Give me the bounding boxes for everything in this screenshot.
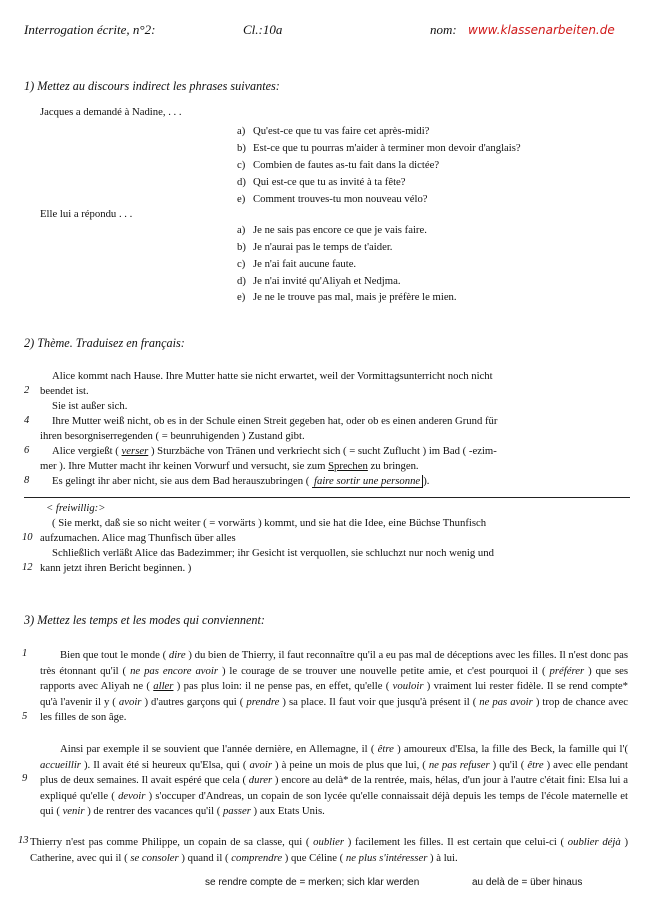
list-item (237, 125, 429, 137)
verb-hint: préférer (549, 664, 585, 677)
item-letter: a) (237, 125, 246, 137)
verb-hint: être (527, 758, 544, 771)
verb-hint: venir (62, 805, 85, 817)
text-fragment: ) quand il ( (178, 851, 232, 864)
footnote: se rendre compte de = merken; sich klar werden (205, 877, 420, 888)
list-item (237, 258, 356, 270)
item-letter: b) (237, 142, 246, 154)
text-fragment: ) que ses rapports avec Aliyah ne ( (40, 664, 629, 692)
page-title: Interrogation écrite, n°2: (24, 22, 156, 37)
text-fragment: zu bringen. (370, 460, 419, 472)
text-fragment: ) à lui. (427, 851, 458, 864)
text-line: Ihre Mutter weiß nicht, ob es in der Schule einen Streit gegeben hat, oder ob es einen anderen Grund für (52, 415, 498, 427)
list-item (237, 142, 521, 154)
text-fragment: Es gelingt ihr aber nicht, sie aus dem Bad herauszubringen ( (52, 475, 310, 487)
text-fragment: ) pas plus loin: il ne pense pas, en effet, qu'elle ( (173, 680, 393, 692)
line-number: 1 (22, 648, 28, 659)
item-letter: e) (237, 291, 246, 303)
text-fragment: ) s'occuper d'Andreas, un copain de son lycée qu'elle connaissait déjà depuis les temps de l'école maternelle et qui ( (40, 789, 628, 817)
verb-hint: se consoler (130, 851, 179, 864)
text-fragment: ) le courage de se trouver une nouvelle petite amie, et c'est pourquoi il ( (218, 664, 550, 677)
item-letter: e) (237, 193, 246, 205)
vocab-hint: verser (121, 445, 149, 457)
verb-hint: ne pas encore avoir (130, 664, 219, 677)
item-letter: c) (237, 258, 246, 270)
text-fragment: ) trop de chance avec les filles de son âge. (40, 695, 628, 723)
paragraph-text (40, 649, 628, 723)
text-line: Alice kommt nach Hause. Ihre Mutter hatte sie nicht erwartet, weil der Vormittagsunterricht noch nicht (52, 370, 493, 382)
section-3-title: 3) Mettez les temps et les modes qui conviennent: (24, 613, 265, 627)
line-number: 13 (18, 835, 29, 846)
list-item (237, 224, 427, 236)
text-line: ihren besorgniserregenden ( = beunruhigenden ) Zustand gibt. (40, 430, 305, 442)
text-fragment: Thierry n'est pas comme Philippe, un copain de sa classe, qui ( (30, 836, 314, 848)
list-item (237, 193, 428, 205)
list-item (237, 159, 439, 171)
verb-hint: avoir (118, 695, 142, 708)
item-text: Je n'ai fait aucune faute. (253, 258, 357, 270)
text-line (52, 445, 497, 457)
list-item (237, 176, 406, 188)
verb-hint: être (377, 743, 394, 755)
verb-hint: ne plus s'intéresser (345, 851, 428, 864)
verb-hint: comprendre (231, 851, 283, 864)
list-item (237, 275, 401, 287)
item-text: Combien de fautes as-tu fait dans la dictée? (253, 159, 440, 171)
line-number: 9 (22, 773, 28, 784)
item-letter: d) (237, 176, 246, 188)
text-line: aufzumachen. Alice mag Thunfisch über alles (40, 532, 236, 544)
verb-hint: prendre (246, 695, 280, 708)
verb-hint: avoir (249, 758, 273, 771)
verb-hint: durer (248, 774, 273, 786)
text-fragment: ) Catherine, avec qui il ( (30, 836, 629, 864)
verb-hint: vouloir (392, 680, 424, 692)
optional-label: < freiwillig:> (46, 502, 106, 514)
text-fragment: ) vraiment lui rester fidèle. Il se rend compte* qu'à l'avenir il y ( (40, 680, 629, 708)
item-letter: c) (237, 159, 246, 171)
verb-hint: ne pas avoir (479, 695, 533, 708)
item-text: Qui est-ce que tu as invité à ta fête? (253, 176, 406, 188)
line-number: 2 (24, 385, 30, 396)
text-line (52, 475, 429, 487)
text-line (40, 460, 419, 472)
text-fragment: ) d'autres garçons qui ( (141, 695, 247, 708)
verb-hint: dire (168, 649, 186, 661)
item-text: Je ne sais pas encore ce que je vais faire. (253, 224, 427, 236)
section-2-title: 2) Thème. Traduisez en français: (24, 336, 185, 350)
text-fragment: ). Il avait été si heureux qu'Elsa, qui ( (80, 758, 250, 771)
text-fragment: Ainsi par exemple il se souvient que l'année dernière, en Allemagne, il ( (60, 743, 378, 755)
text-fragment: ) aux Etats Unis. (250, 805, 325, 817)
text-line: Schließlich verläßt Alice das Badezimmer; ihr Gesicht ist verquollen, sie schluchzt nur noch wenig und (52, 547, 494, 559)
item-text: Qu'est-ce que tu vas faire cet après-midi? (253, 125, 430, 137)
name-label: nom: (430, 22, 457, 37)
verb-hint: aller (153, 680, 174, 692)
text-fragment: ) qu'il ( (489, 758, 528, 771)
vocab-hint: faire sortir une personne (312, 475, 423, 488)
text-fragment: ) avec elle pendant plus de deux semaines. Il avait espéré que cela ( (40, 758, 628, 786)
item-letter: a) (237, 224, 246, 236)
line-number: 12 (22, 562, 33, 573)
text-fragment: ) amoureux d'Elsa, la fille des Beck, la famille qui l'( (393, 743, 629, 755)
item-text: Je n'ai invité qu'Aliyah et Nedjma. (253, 275, 401, 287)
text-fragment: ) que Céline ( (282, 851, 346, 864)
text-line: kann jetzt ihren Bericht beginnen. ) (40, 562, 192, 574)
text-fragment: ) à peine un mois de plus que lui, ( (272, 758, 429, 771)
section-1-title: 1) Mettez au discours indirect les phrases suivantes: (24, 79, 280, 93)
line-number: 10 (22, 532, 33, 543)
item-letter: b) (237, 241, 246, 253)
class-label: Cl.:10a (243, 22, 283, 37)
section-1-intro-b: Elle lui a répondu . . . (40, 208, 133, 220)
verb-hint: accueillir (40, 758, 81, 771)
item-text: Je n'aurai pas le temps de t'aider. (253, 241, 393, 253)
line-number: 4 (24, 415, 30, 426)
verb-hint: devoir (118, 789, 146, 802)
brand-link[interactable]: www.klassenarbeiten.de (468, 23, 615, 37)
text-fragment: ) sa place. Il faut voir que jusqu'à présent il ( (279, 695, 480, 708)
text-fragment: Bien que tout le monde ( (60, 649, 169, 661)
verb-hint: passer (222, 805, 251, 817)
text-fragment: ) du bien de Thierry, il faut reconnaître qu'il a eu pas mal de déceptions avec les filles. Il n'est donc pas très étonnant qu'il ( (40, 649, 628, 677)
text-fragment: ) de rentrer des vacances qu'il ( (84, 805, 223, 817)
item-letter: d) (237, 275, 246, 287)
item-text: Je ne le trouve pas mal, mais je préfère le mien. (253, 291, 457, 303)
text-line: Sie ist außer sich. (52, 400, 128, 412)
paragraph-2 (40, 742, 628, 820)
underlined-word: Sprechen (328, 460, 368, 472)
line-number: 6 (24, 445, 30, 456)
text-line: beendet ist. (40, 385, 89, 397)
text-fragment: ) Sturzbäche von Tränen und verkriecht sich ( = sucht Zuflucht ) im Bad ( -ezim- (150, 445, 497, 457)
paragraph-3 (30, 835, 628, 866)
text-fragment: ) facilement les filles. Il est certain que celui-ci ( (344, 836, 568, 848)
divider (24, 497, 630, 498)
paragraph-text (40, 743, 628, 817)
paragraph-1 (40, 648, 628, 726)
verb-hint: oublier (313, 836, 345, 848)
text-line: ( Sie merkt, daß sie so nicht weiter ( = vorwärts ) kommt, und sie hat die Idee, eine Büchse Thunfisch (52, 517, 487, 529)
text-fragment: Alice vergießt ( (52, 445, 119, 457)
verb-hint: oublier déjà (567, 836, 621, 848)
verb-hint: ne pas refuser (428, 758, 490, 771)
section-1-intro-a: Jacques a demandé à Nadine, . . . (40, 106, 182, 118)
text-fragment: ) encore au delà* de la rentrée, mais, hélas, d'un jour à l'autre c'était fini: Elsa lui a expliqué qu'elle ( (40, 774, 628, 802)
list-item (237, 291, 457, 303)
item-text: Est-ce que tu pourras m'aider à terminer mon devoir d'anglais? (253, 142, 521, 154)
paragraph-text (30, 836, 628, 864)
line-number: 8 (24, 475, 30, 486)
text-fragment: ). (423, 475, 430, 487)
footnote: au delà de = über hinaus (472, 877, 583, 888)
text-fragment: mer ). Ihre Mutter macht ihr keinen Vorwurf und versucht, sie zum (40, 460, 326, 472)
item-text: Comment trouves-tu mon nouveau vélo? (253, 193, 428, 205)
list-item (237, 241, 392, 253)
line-number: 5 (22, 711, 28, 722)
